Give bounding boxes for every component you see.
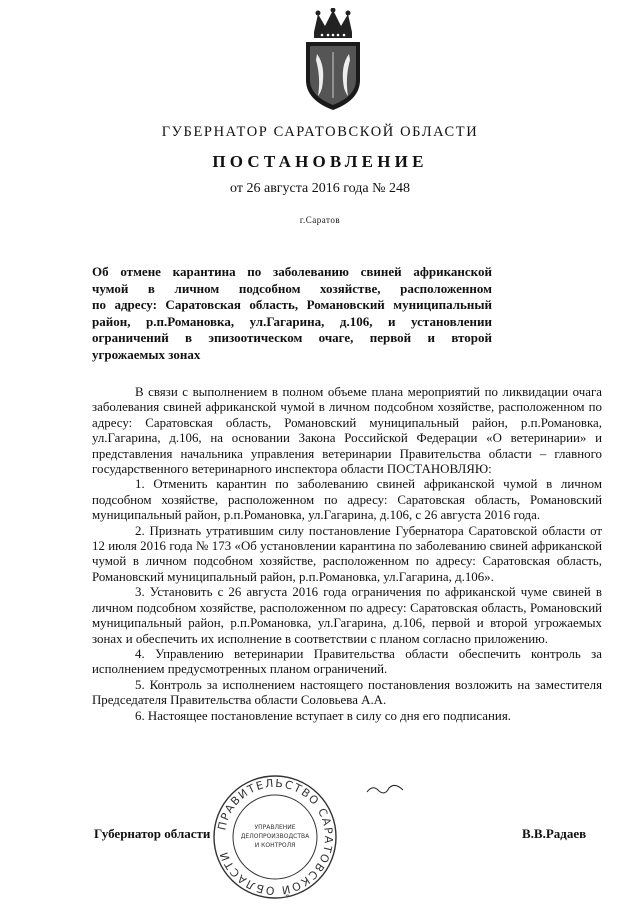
- document-body: [92, 385, 602, 724]
- subject-line: угрожаемых зонах: [92, 346, 201, 362]
- signatory-name: В.В.Радаев: [522, 826, 587, 841]
- resolution-item-4: 4. Управлению ветеринарии Правительства области обеспечить контроль за исполнением предусмотренных планом ограничений.: [92, 646, 602, 677]
- resolution-item-3: 3. Установить с 26 августа 2016 года ограничения по африканской чуме свиней в личном подсобном хозяйстве, расположенном по адресу: Саратовская область, Романовский муниципальный район, р.п.Романовка, ул.Гагарина, д.106, первой и второй угрожаемых зонах и обеспечить их исполнение в соответствии с планом согласно приложению.: [92, 585, 602, 646]
- subject-line: Об отмене карантина по заболеванию свиней африканской: [92, 264, 492, 279]
- svg-text:УПРАВЛЕНИЕ: УПРАВЛЕНИЕ: [254, 824, 296, 831]
- signatory-position: Губернатор области: [94, 826, 211, 841]
- issuer-heading: ГУБЕРНАТОР САРАТОВСКОЙ ОБЛАСТИ: [161, 124, 479, 140]
- resolution-item-6: 6. Настоящее постановление вступает в силу со дня его подписания.: [135, 708, 511, 723]
- resolution-item-2: 2. Признать утратившим силу постановление Губернатора Саратовской области от 12 июля 2016 года № 173 «Об установлении карантина по заболеванию свиней африканской чумой в личном подсобном хозяйстве, расположенном по адресу: Саратовская область, Романовский муниципальный район, р.п.Романовка, ул.Гагарина, д.106».: [92, 523, 602, 584]
- official-seal-stamp: [210, 772, 340, 902]
- resolution-item-5: 5. Контроль за исполнением настоящего постановления возложить на заместителя Председателя Правительства области Соловьева А.А.: [92, 677, 602, 708]
- city-label: г.Саратов: [299, 215, 341, 225]
- saratov-coat-of-arms-emblem: [292, 8, 374, 112]
- svg-text:И КОНТРОЛЯ: И КОНТРОЛЯ: [254, 842, 296, 849]
- document-type-title: ПОСТАНОВЛЕНИЕ: [212, 152, 428, 171]
- subject-line: по адресу: Саратовская область, Романовский муниципальный: [92, 297, 492, 313]
- svg-text:ПРАВИТЕЛЬСТВО САРАТОВСКОЙ ОБЛА: ПРАВИТЕЛЬСТВО САРАТОВСКОЙ ОБЛАСТИ: [215, 776, 336, 898]
- resolution-item-1: 1. Отменить карантин по заболеванию свиней африканской чумой в личном подсобном хозяйстве, расположенном по адресу: Саратовская область, Романовский муниципальный район, р.п.Романовка, ул.Гагарина, д.106, с 26 августа 2016 года.: [92, 477, 602, 523]
- subject-heading: [92, 264, 492, 364]
- subject-line: район, р.п.Романовка, ул.Гагарина, д.106, и установлении: [92, 313, 492, 329]
- subject-line: ограничений в эпизоотическом очаге, первой и второй: [92, 330, 492, 346]
- handwritten-signature: [365, 782, 405, 796]
- subject-line: чумой в личном подсобном хозяйстве, расположенном: [92, 280, 492, 296]
- date-and-number: от 26 августа 2016 года № 248: [230, 181, 410, 196]
- preamble-paragraph: В связи с выполнением в полном объеме плана мероприятий по ликвидации очага заболевания свиней африканской чумой в личном подсобном хозяйстве, расположенном по адресу: Саратовская область, Романовский муниципальный район, р.п.Романовка, ул.Гагарина, д.106, на основании Закона Российской Федерации «О ветеринарии» и представления начальника управления ветеринарии Правительства области – главного государственного ветеринарного инспектора области ПОСТАНОВЛЯЮ:: [92, 385, 602, 477]
- svg-text:ДЕЛОПРОИЗВОДСТВА: ДЕЛОПРОИЗВОДСТВА: [240, 833, 310, 840]
